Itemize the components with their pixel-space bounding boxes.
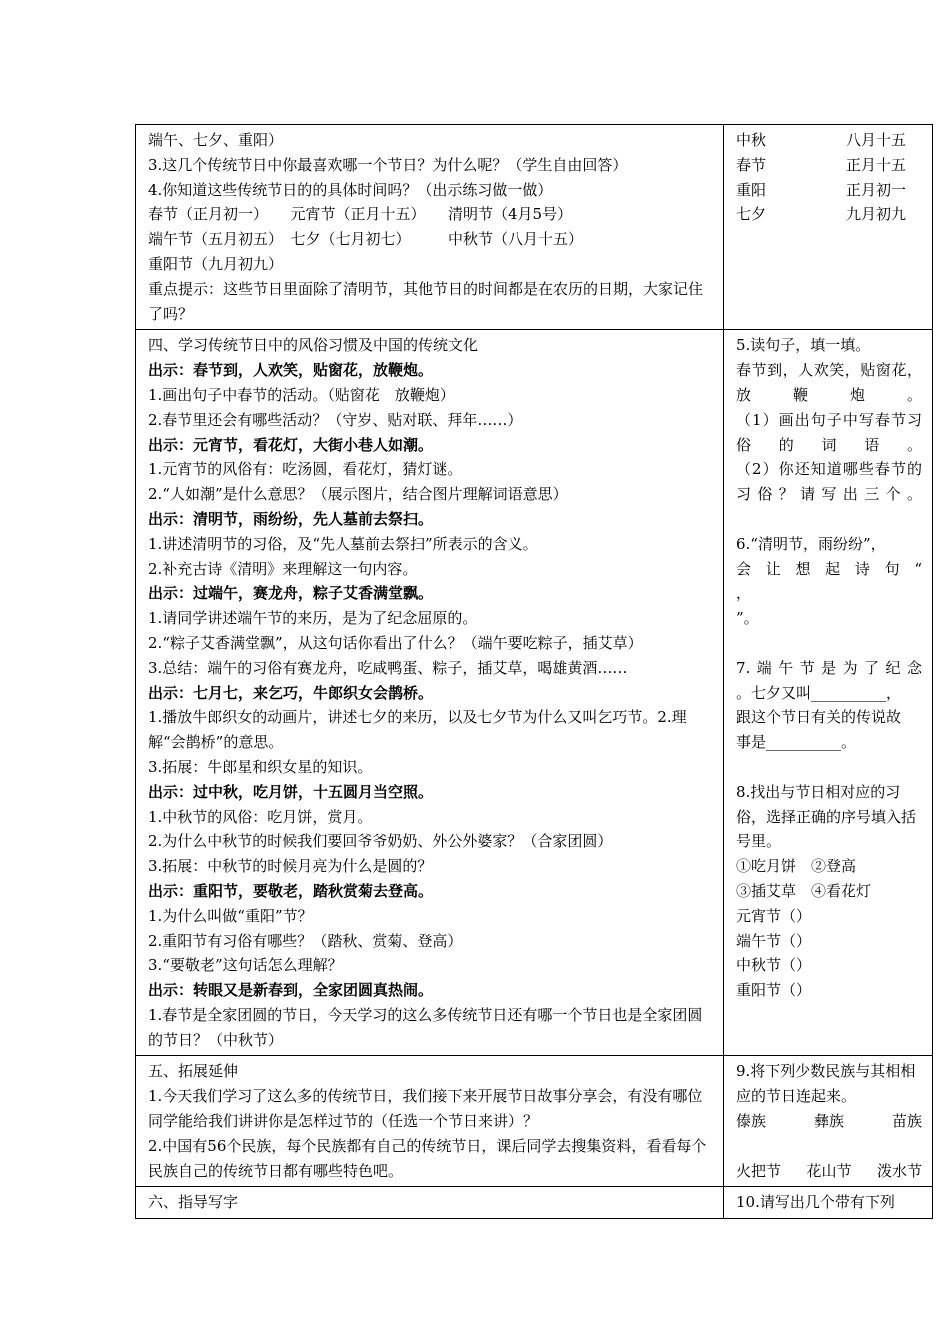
festival-name: 泼水节 — [876, 1161, 922, 1180]
text-line: 2.春节里还会有哪些活动？（守岁、贴对联、拜年……） — [148, 410, 523, 429]
text-line: 2.重阳节有习俗有哪些？（踏秋、赏菊、登高） — [148, 931, 463, 950]
question-5-sub1: （1）画出句子中写春节习俗的词语。 — [736, 410, 922, 454]
question-8-item: 中秋节（） — [736, 956, 812, 975]
highlight-sentence: 出示：过中秋，吃月饼，十五圆月当空照。 — [148, 782, 434, 801]
text-line: 2.为什么中秋节的时候我们要回爷爷奶奶、外公外婆家？（合家团圆） — [148, 832, 613, 851]
text-line: 2.“粽子艾香满堂飘”，从这句话你看出了什么？（端午要吃粽子，插艾草） — [148, 633, 643, 652]
question-7-line: 7.端午节是为了纪念 — [736, 658, 922, 677]
section4-lines — [148, 358, 713, 1052]
question-9-title: 9.将下列少数民族与其相相应的节日连起来。 — [736, 1062, 916, 1106]
highlight-sentence: 出示：七月七，来乞巧，牛郎织女会鹊桥。 — [148, 683, 434, 702]
question-6-line: 会让想起诗句“ — [736, 559, 922, 578]
ethnic-groups-row — [736, 1109, 922, 1134]
question-6-line: 6.“清明节，雨纷纷”， — [736, 534, 886, 553]
question-7-line: 跟这个节日有关的传说故 — [736, 708, 902, 727]
section-heading: 五、拓展延伸 — [148, 1062, 239, 1081]
text-line: 3.总结：端午的习俗有赛龙舟，吃咸鸭蛋、粽子，插艾草，喝雄黄酒…… — [148, 658, 628, 677]
section5-left-cell — [136, 1056, 724, 1187]
text-line: 1.春节是全家团圆的节日，今天学习的这么多传统节日还有哪一个节日也是全家团圆的节日？（中秋节） — [148, 1005, 703, 1049]
question-6-line: ”。 — [736, 609, 759, 628]
section-heading: 六、指导写字 — [148, 1193, 239, 1212]
question-8-options: ③插艾草 ④看花灯 — [736, 881, 872, 900]
festival-date-pair: 中秋 八月十五 — [736, 131, 906, 149]
text-line: 2.“人如潮”是什么意思？（展示图片，结合图片理解词语意思） — [148, 485, 568, 504]
festivals-row — [736, 1159, 922, 1184]
table-row — [136, 330, 933, 1056]
festival-date-pair: 重阳 正月初一 — [736, 180, 906, 199]
festival-date-pair: 春节 正月十五 — [736, 155, 906, 174]
question-8-item: 重阳节（） — [736, 981, 812, 1000]
text-line: 1.中秋节的风俗：吃月饼，赏月。 — [148, 807, 373, 826]
ethnic-group: 彝族 — [813, 1112, 844, 1131]
text-line: 1.请同学讲述端午节的来历，是为了纪念屈原的。 — [148, 609, 478, 628]
question-7-line: 。七夕又叫__________， — [736, 683, 902, 702]
highlight-sentence: 出示：清明节，雨纷纷，先人墓前去祭扫。 — [148, 509, 434, 528]
question-7-line: 事是__________。 — [736, 733, 857, 752]
section5-right-cell — [724, 1056, 933, 1187]
question-5-sub2: （2）你还知道哪些春节的习俗？请写出三个。 — [736, 460, 922, 504]
text-line: 端午、七夕、重阳） — [148, 131, 284, 149]
text-line: 端午节（五月初五） 七夕（七月初七） 中秋节（八月十五） — [148, 230, 584, 249]
question-5-sentence: 春节到，人欢笑，贴窗花，放鞭炮。 — [736, 361, 922, 404]
text-line: 2.补充古诗《清明》来理解这一句内容。 — [148, 559, 418, 578]
ethnic-group: 苗族 — [891, 1112, 922, 1131]
text-line: 1.播放牛郎织女的动画片，讲述七夕的来历，以及七夕节为什么又叫乞巧节。2.理解“会鹊桥”的意思。 — [148, 708, 687, 752]
section6-left-cell — [136, 1187, 724, 1219]
section4-left-cell — [136, 330, 724, 1056]
question-10-title: 10.请写出几个带有下列 — [736, 1193, 895, 1212]
ethnic-group: 傣族 — [736, 1112, 767, 1131]
highlight-sentence: 出示：转眼又是新春到，全家团圆真热闹。 — [148, 981, 434, 1000]
question-6-line: ， — [736, 584, 752, 603]
question-5-title: 5.读句子，填一填。 — [736, 336, 871, 355]
question-8-item: 端午节（） — [736, 931, 812, 950]
text-line: 1.讲述清明节的习俗，及“先人墓前去祭扫”所表示的含义。 — [148, 534, 538, 553]
text-line: 1.画出句子中春节的活动。（贴窗花 放鞭炮） — [148, 385, 455, 404]
lesson-plan-table — [135, 124, 933, 1219]
text-line: 3.拓展：牛郎星和织女星的知识。 — [148, 757, 373, 776]
text-line: 3.这几个传统节日中你最喜欢哪一个节日？为什么呢？（学生自由回答） — [148, 155, 628, 174]
table-row — [136, 1056, 933, 1187]
key-point-note: 重点提示：这些节日里面除了清明节，其他节日的时间都是在农历的日期，大家记住了吗？ — [148, 279, 704, 323]
text-line: 1.元宵节的风俗有：吃汤圆，看花灯，猜灯谜。 — [148, 460, 463, 479]
question-8-item: 元宵节（） — [736, 906, 812, 925]
text-line: 3.“要敬老”这句话怎么理解？ — [148, 956, 343, 975]
highlight-sentence: 出示：元宵节，看花灯，大街小巷人如潮。 — [148, 435, 434, 454]
paragraph: 1.今天我们学习了这么多的传统节日，我们接下来开展节日故事分享会，有没有哪位同学能给我们讲讲你是怎样过节的（任选一个节日来讲）？ — [148, 1087, 703, 1131]
section6-right-cell — [724, 1187, 933, 1219]
text-line: 3.拓展：中秋节的时候月亮为什么是圆的？ — [148, 857, 433, 876]
festival-date-pair: 七夕 九月初九 — [736, 205, 906, 224]
highlight-sentence: 出示：过端午，赛龙舟，粽子艾香满堂飘。 — [148, 584, 434, 603]
highlight-sentence: 出示：春节到，人欢笑，贴窗花，放鞭炮。 — [148, 361, 434, 380]
text-line: 春节（正月初一） 元宵节（正月十五） 清明节（4月5号） — [148, 205, 573, 224]
table-row — [136, 1187, 933, 1219]
festival-name: 花山节 — [806, 1161, 852, 1180]
section3-left-cell — [136, 125, 724, 330]
text-line: 1.为什么叫做“重阳”节？ — [148, 906, 313, 925]
question-8-title: 8.找出与节日相对应的习俗，选择正确的序号填入括号里。 — [736, 782, 917, 851]
table-row — [136, 125, 933, 330]
text-line: 重阳节（九月初九） — [148, 254, 284, 273]
text-line: 4.你知道这些传统节日的的具体时间吗？（出示练习做一做） — [148, 180, 553, 199]
section-heading: 四、学习传统节日中的风俗习惯及中国的传统文化 — [148, 336, 479, 355]
section4-right-cell — [724, 330, 933, 1056]
festival-name: 火把节 — [736, 1161, 782, 1180]
section3-right-cell — [724, 125, 933, 330]
question-8-options: ①吃月饼 ②登高 — [736, 857, 857, 876]
highlight-sentence: 出示：重阳节，要敬老，踏秋赏菊去登高。 — [148, 881, 434, 900]
paragraph: 2.中国有56个民族，每个民族都有自己的传统节日，课后同学去搜集资料，看看每个民族自己的传统节日都有哪些特色吧。 — [148, 1136, 707, 1180]
